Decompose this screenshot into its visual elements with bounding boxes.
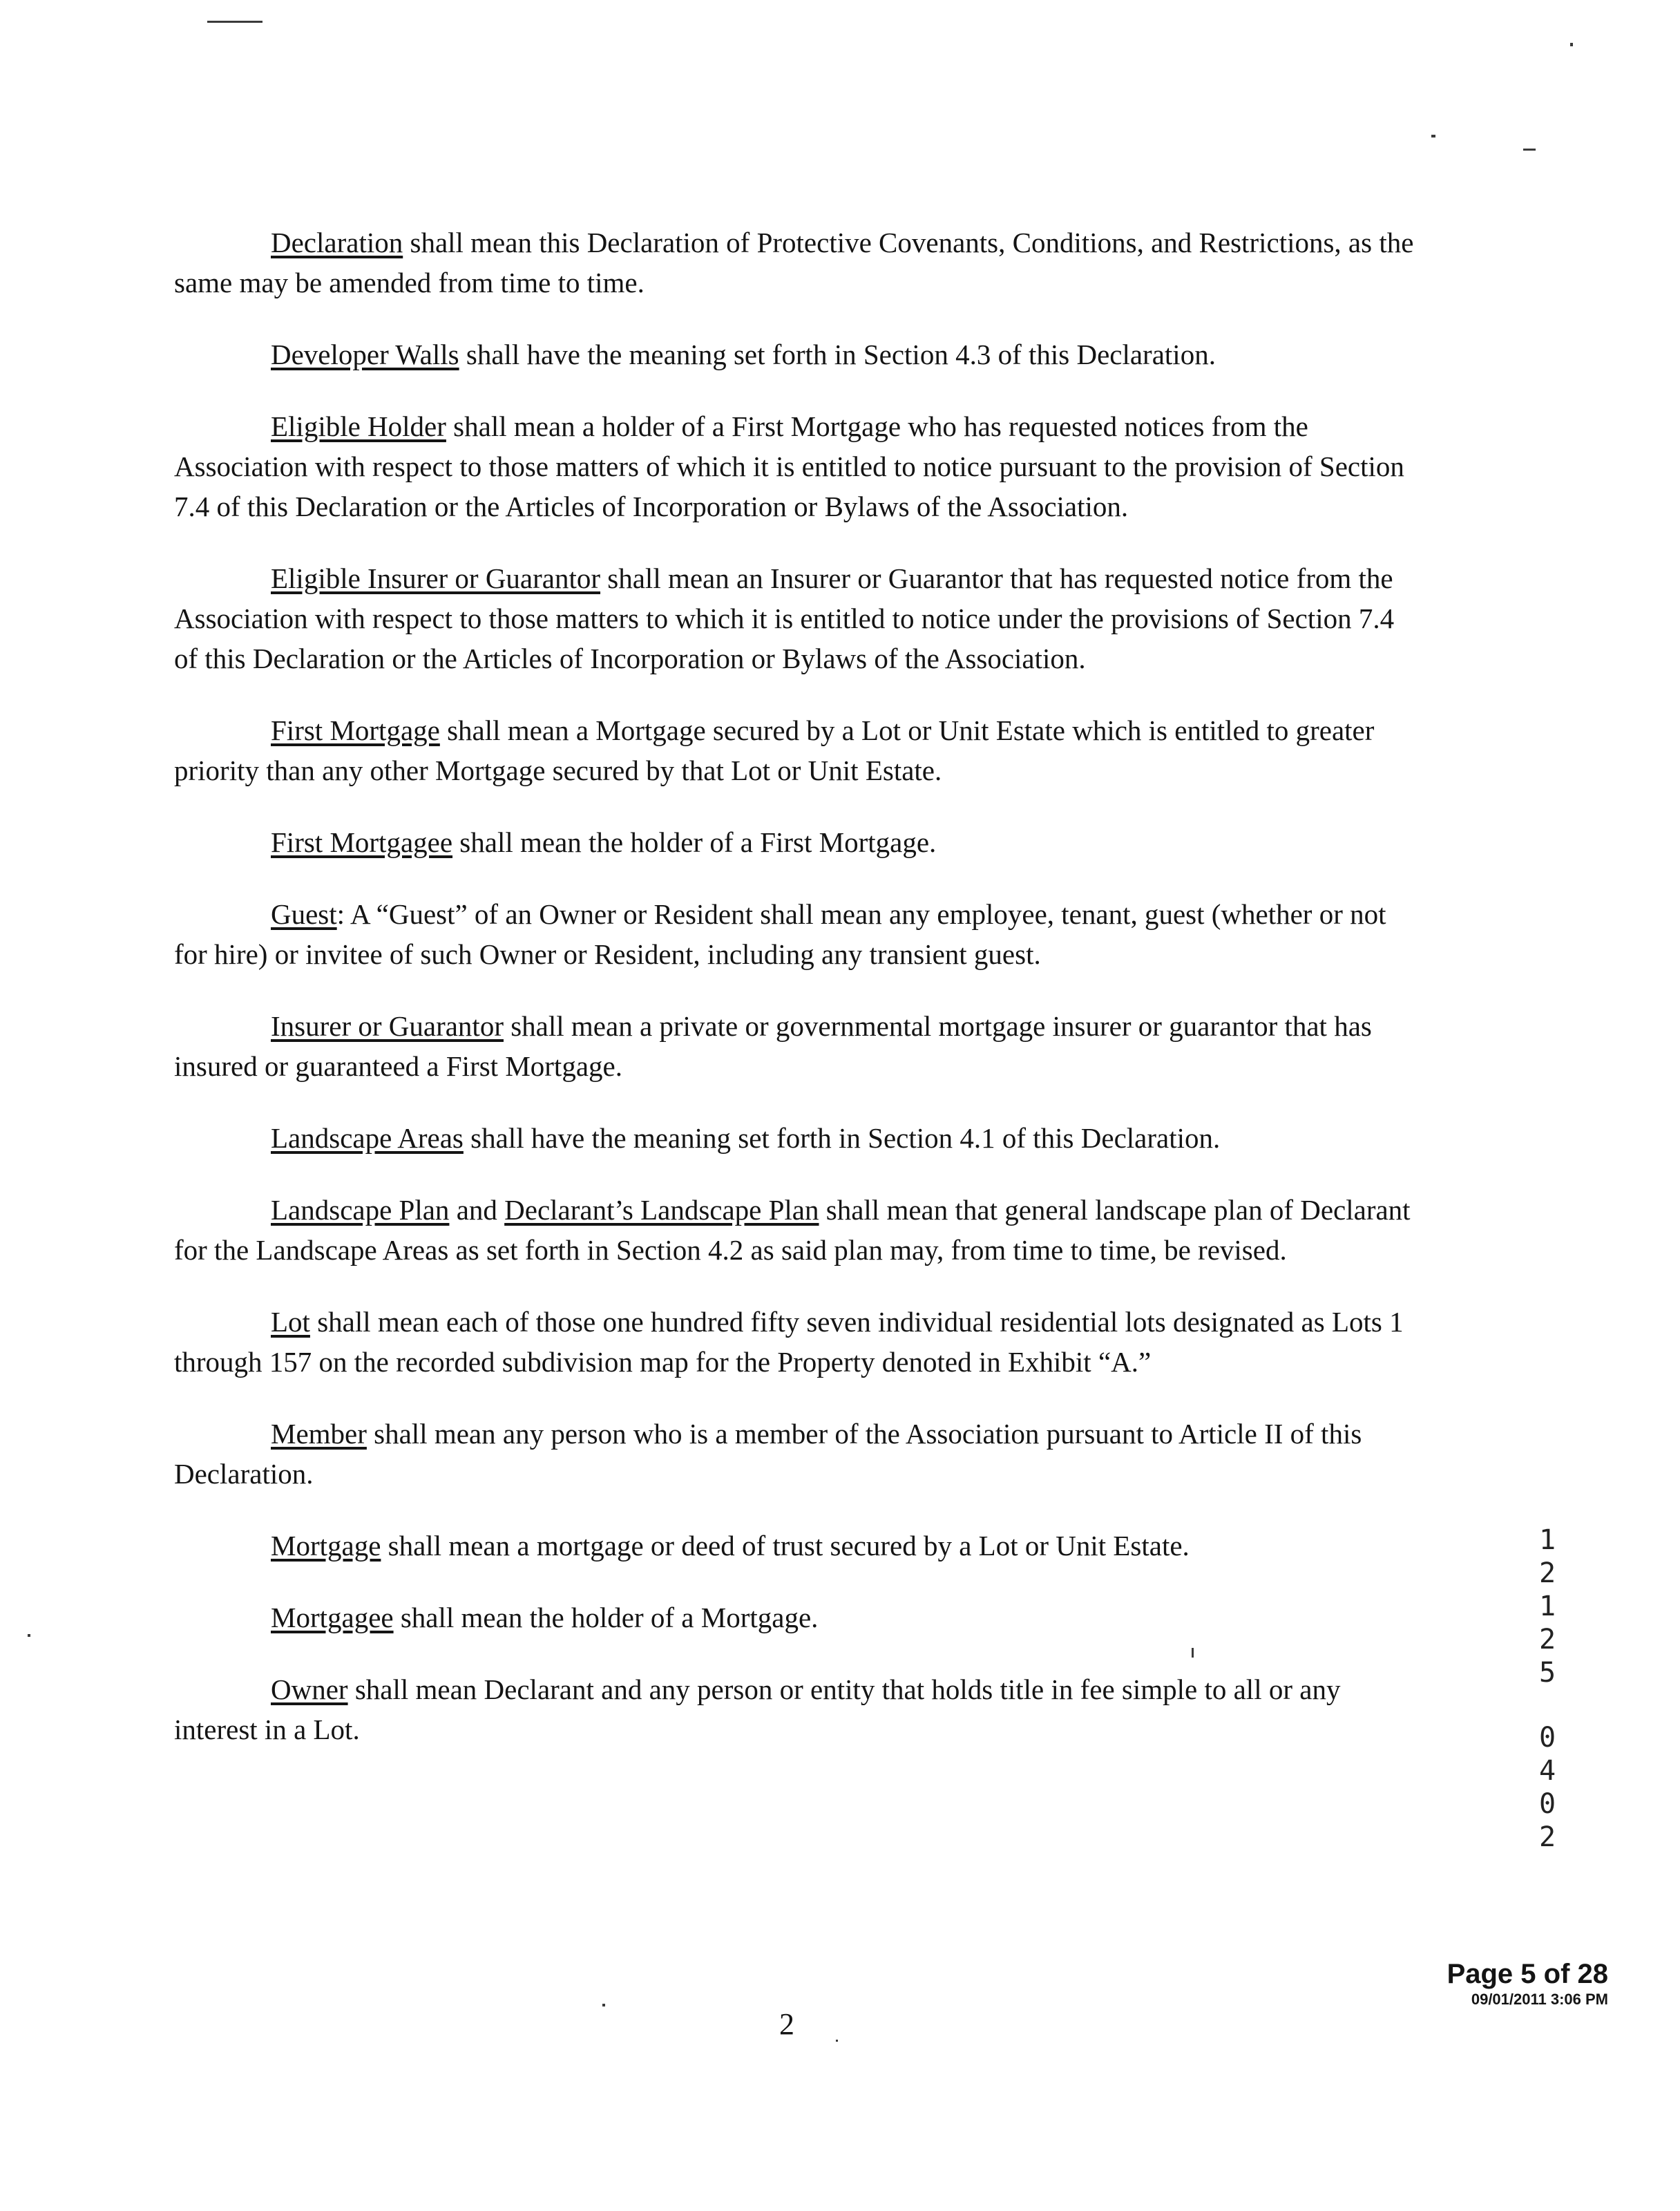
definition-guest: [174, 894, 1424, 974]
definition-term: Member: [271, 1418, 367, 1450]
stamp-digit: 1: [1538, 1524, 1556, 1556]
definition-term: Landscape Areas: [271, 1122, 464, 1154]
stamp-digit: 2: [1538, 1821, 1556, 1853]
scan-mark: [1192, 1648, 1194, 1658]
definition-text: shall mean Declarant and any person or entity that holds title in fee simple to all or any interest in a Lot.: [174, 1673, 1341, 1745]
definition-developer-walls: [174, 334, 1424, 374]
definition-mortgagee: [174, 1597, 1424, 1638]
definition-owner: [174, 1669, 1424, 1749]
definition-text: shall have the meaning set forth in Section 4.3 of this Declaration.: [459, 339, 1216, 370]
definition-insurer-or-guarantor: [174, 1006, 1424, 1086]
definition-text: shall mean a private or governmental mortgage insurer or guarantor that has insured or guaranteed a First Mortgage.: [174, 1010, 1372, 1082]
definition-term: Developer Walls: [271, 339, 459, 370]
definition-first-mortgage: [174, 710, 1424, 790]
definition-term: Guest: [271, 898, 337, 930]
scan-mark: [1431, 135, 1435, 137]
scan-mark: [602, 2004, 605, 2006]
definition-declaration: [174, 222, 1424, 303]
recording-timestamp: 09/01/2011 3:06 PM: [1471, 1991, 1608, 2008]
definition-text: shall mean the holder of a First Mortgage.: [452, 826, 937, 858]
definition-term: Mortgage: [271, 1530, 381, 1562]
scan-mark: [1570, 43, 1573, 46]
scan-mark: [207, 21, 262, 23]
definition-text: shall mean a Mortgage secured by a Lot or Unit Estate which is entitled to greater priority than any other Mortgage secured by that Lot or Unit Estate.: [174, 714, 1375, 786]
definition-term: Insurer or Guarantor: [271, 1010, 504, 1042]
definition-lot: [174, 1302, 1424, 1382]
page-footer: [1447, 1958, 1608, 2009]
definition-eligible-holder: [174, 406, 1424, 526]
stamp-digit: 2: [1538, 1557, 1556, 1589]
definition-mortgage: [174, 1526, 1424, 1566]
definition-first-mortgagee: [174, 822, 1424, 862]
scan-mark: [1523, 149, 1536, 151]
definition-member: [174, 1414, 1424, 1494]
definition-eligible-insurer: [174, 558, 1424, 679]
definition-text: shall mean any person who is a member of the Association pursuant to Article II of this Declaration.: [174, 1418, 1362, 1490]
stamp-digit: 1: [1538, 1591, 1556, 1622]
stamp-digit: 4: [1538, 1755, 1556, 1787]
definition-term: First Mortgage: [271, 714, 440, 746]
scan-mark: [836, 2040, 838, 2042]
stamp-gap: [1534, 1689, 1561, 1721]
definition-term: First Mortgagee: [271, 826, 453, 858]
page-number: 2: [779, 2007, 794, 2041]
definition-term: Lot: [271, 1306, 310, 1338]
definition-text: shall mean a mortgage or deed of trust secured by a Lot or Unit Estate.: [381, 1530, 1190, 1562]
definition-text: : A “Guest” of an Owner or Resident shall mean any employee, tenant, guest (whether or not for hire) or invitee of such Owner or Resident, including any transient guest.: [174, 898, 1386, 970]
scan-mark: [28, 1634, 30, 1637]
stamp-digit: 0: [1538, 1788, 1556, 1820]
definition-term: Mortgagee: [271, 1602, 394, 1633]
recording-number-stamp: [1534, 1524, 1561, 1854]
definition-landscape-plan: [174, 1190, 1424, 1270]
stamp-digit: 2: [1538, 1624, 1556, 1655]
definition-text: shall have the meaning set forth in Section 4.1 of this Declaration.: [463, 1122, 1221, 1154]
definition-term-secondary: Declarant’s Landscape Plan: [504, 1194, 819, 1226]
definition-landscape-areas: [174, 1118, 1424, 1158]
definition-term: Landscape Plan: [271, 1194, 450, 1226]
definition-text: shall mean the holder of a Mortgage.: [393, 1602, 819, 1633]
definition-text: shall mean a holder of a First Mortgage who has requested notices from the Association with respect to those matters of which it is entitled to notice pursuant to the provision of Section 7.4 of this Declaration or the Articles of Incorporation or Bylaws of the Association.: [174, 410, 1404, 522]
definition-text: shall mean this Declaration of Protective Covenants, Conditions, and Restrictions, as the same may be amended from time to time.: [174, 227, 1414, 298]
definition-text: shall mean an Insurer or Guarantor that has requested notice from the Association with respect to those matters to which it is entitled to notice under the provisions of Section 7.4 of this Declaration or the Articles of Incorporation or Bylaws of the Association.: [174, 562, 1395, 674]
definition-term: Owner: [271, 1673, 348, 1705]
definition-term: Eligible Insurer or Guarantor: [271, 562, 601, 594]
definition-text-secondary: shall mean that general landscape plan of Declarant for the Landscape Areas as set forth in Section 4.2 as said plan may, from time to time, be revised.: [174, 1194, 1411, 1266]
definition-term: Declaration: [271, 227, 403, 258]
definition-text: shall mean each of those one hundred fifty seven individual residential lots designated as Lots 1 through 157 on the recorded subdivision map for the Property denoted in Exhibit “A.”: [174, 1306, 1404, 1378]
definition-term: Eligible Holder: [271, 410, 446, 442]
stamp-digit: 5: [1538, 1657, 1556, 1689]
definition-text: and: [449, 1194, 505, 1226]
definitions-list: [174, 222, 1424, 1781]
stamp-digit: 0: [1538, 1722, 1556, 1754]
page-count-label: Page 5 of 28: [1447, 1959, 1608, 1989]
